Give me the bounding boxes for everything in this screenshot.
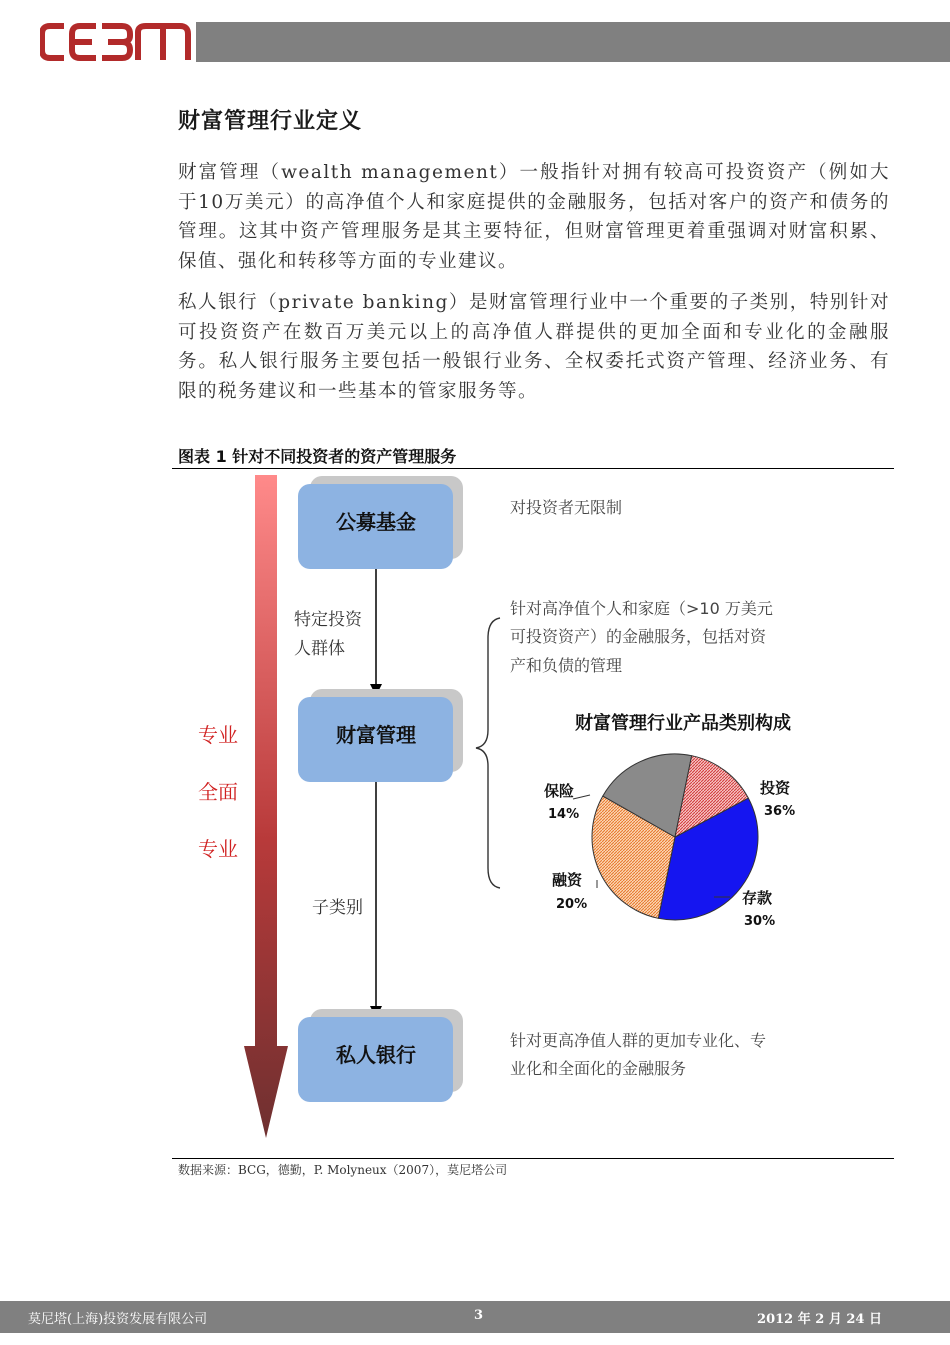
chart-title: 财富管理行业产品类别构成 — [575, 713, 791, 734]
curly-brace — [476, 618, 500, 888]
gradient-down-arrow — [244, 475, 288, 1138]
desc-public-fund: 对投资者无限制 — [510, 498, 623, 517]
footer-page-number: 3 — [474, 1308, 484, 1323]
source-rule — [172, 1158, 894, 1159]
pie-label-investment: 投资 — [760, 779, 791, 797]
figure-caption: 图表 1 针对不同投资者的资产管理服务 — [178, 447, 457, 466]
arrow-label-sub-category: 子类别 — [312, 898, 363, 918]
paragraph-wealth-management: 财富管理（wealth management）一般指针对拥有较高可投资资产（例如大于10万美元）的高净值个人和家庭提供的金融服务，包括对客户的资产和债务的管理。这其中资产管理服务是其主要特征，但财富管理更着重强调对财富积累、保值、强化和转移等方面的专业建议。 — [178, 162, 890, 272]
pie-label-deposit: 存款 — [742, 889, 773, 907]
box-wealth-management-label: 财富管理 — [336, 723, 416, 747]
product-mix-pie-chart — [544, 712, 795, 929]
source-note: 数据来源：BCG，德勤，P. Molyneux（2007），莫尼塔公司 — [178, 1163, 508, 1177]
pie-value-insurance: 14% — [548, 807, 580, 822]
pie-value-investment: 36% — [764, 804, 796, 819]
arrow-label-specific-2: 人群体 — [294, 639, 345, 659]
footer-company: 莫尼塔(上海)投资发展有限公司 — [28, 1312, 208, 1327]
desc-private-1: 针对更高净值人群的更加专业化、专 — [510, 1031, 767, 1050]
header-bar — [196, 22, 950, 62]
side-label-comprehensive: 全面 — [198, 780, 238, 804]
caption-rule — [172, 468, 894, 469]
desc-wealth-1: 针对高净值个人和家庭（>10 万美元 — [510, 599, 773, 618]
section-title: 财富管理行业定义 — [178, 108, 363, 134]
arrow-label-specific-1: 特定投资 — [294, 610, 362, 630]
pie-value-deposit: 30% — [744, 914, 776, 929]
box-public-fund-label: 公募基金 — [336, 510, 416, 534]
pie-label-insurance: 保险 — [544, 782, 575, 800]
desc-wealth-3: 产和负债的管理 — [510, 656, 623, 675]
side-label-professional-1: 专业 — [198, 723, 238, 747]
pie-label-financing: 融资 — [552, 871, 583, 889]
footer-date: 2012 年 2 月 24 日 — [757, 1312, 882, 1327]
side-label-professional-2: 专业 — [198, 837, 238, 861]
asset-management-diagram — [170, 470, 900, 1150]
desc-wealth-2: 可投资资产）的金融服务，包括对资 — [510, 627, 767, 646]
pie-value-financing: 20% — [556, 897, 588, 912]
desc-private-2: 业化和全面化的金融服务 — [510, 1059, 687, 1078]
box-private-bank-label: 私人银行 — [336, 1043, 416, 1067]
paragraph-private-banking: 私人银行（private banking）是财富管理行业中一个重要的子类别，特别针对可投资资产在数百万美元以上的高净值人群提供的更加全面和专业化的金融服务。私人银行服务主要包括一般银行业务、全权委托式资产管理、经济业务、有限的税务建议和一些基本的管家服务等。 — [178, 292, 890, 402]
company-logo — [40, 22, 192, 62]
